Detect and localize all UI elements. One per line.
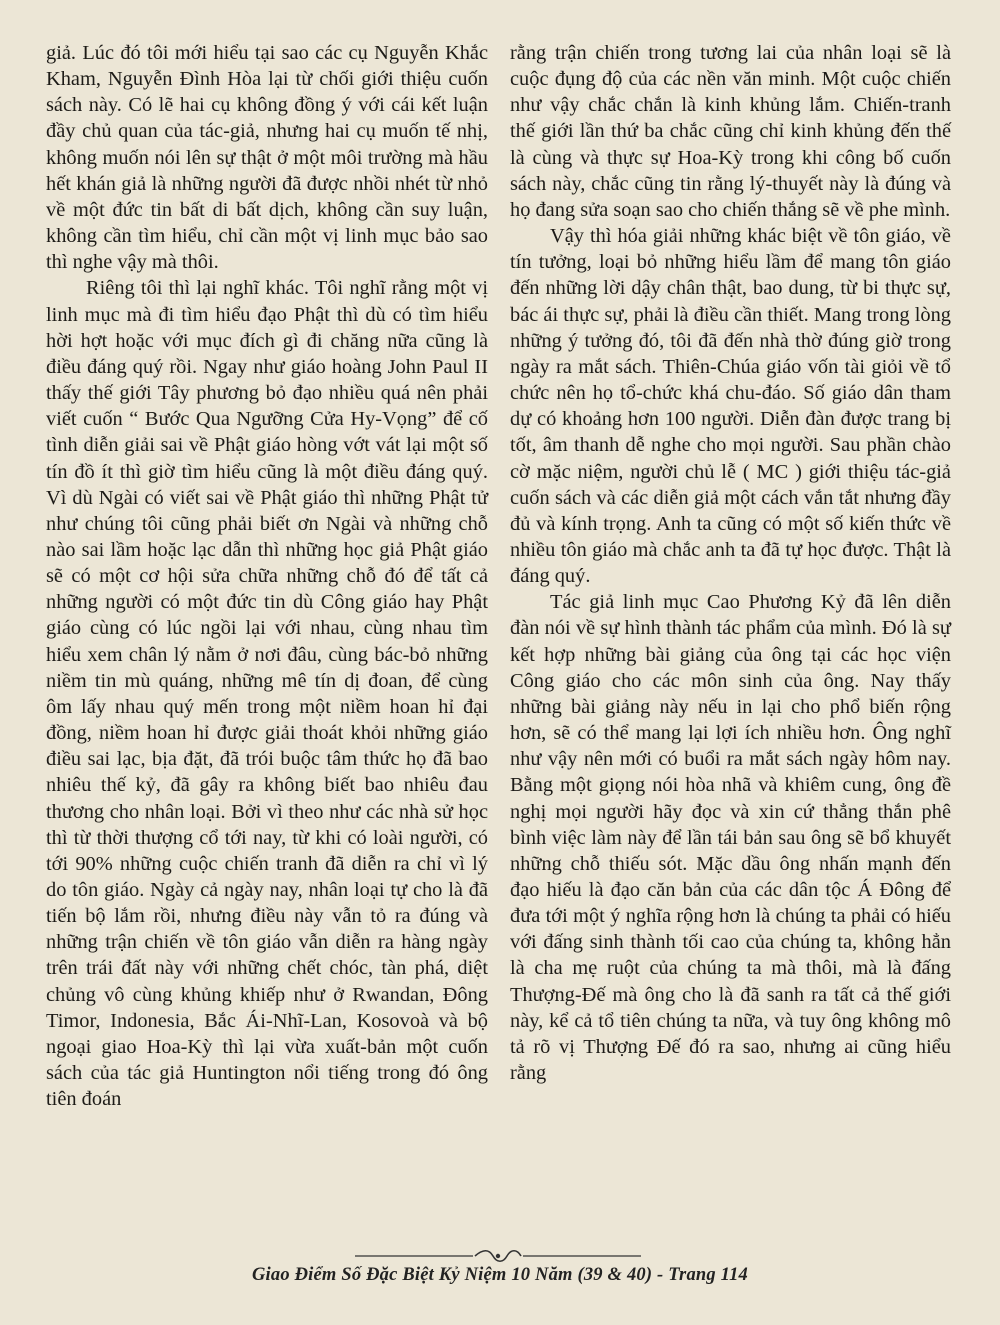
paragraph: rằng trận chiến trong tương lai của nhân loại sẽ là cuộc đụng độ của các nền văn minh. Một cuộc chiến như vậy chắc chắn là kinh khủng lắm. Chiến-tranh thế giới lần thứ ba chắc cũng chỉ kinh khủng đến thế là cùng và thực sự Hoa-Kỳ trong khi công bố cuốn sách này, chắc cũng tin rằng lý-thuyết này là đúng và họ đang sửa soạn sao cho chiến thắng sẽ về phe mình. [510,42,951,221]
divider-ornament [355,1248,641,1264]
right-column [510,40,951,1086]
left-column [46,40,488,1112]
paragraph: Vậy thì hóa giải những khác biệt về tôn giáo, về tín tưởng, loại bỏ những hiểu lầm để mang tôn giáo đến những lời dậy chân thật, bao dung, từ bi thực sự, bác ái thực sự, phải là điều cần thiết. Mang trong lòng những ý tưởng đó, tôi đã đến nhà thờ đúng giờ trong ngày ra mắt sách. Thiên-Chúa giáo vốn tài giỏi về tổ chức nên họ tổ-chức khá chu-đáo. Số giáo dân tham dự có khoảng hơn 100 người. Diễn đàn được trang bị tốt, âm thanh dễ nghe cho mọi người. Sau phần chào cờ mặc niệm, người chủ lễ ( MC ) giới thiệu tác-giả cuốn sách và các diễn giả một cách vắn tắt nhưng đầy đủ và kính trọng. Anh ta cũng có một số kiến thức về nhiều tôn giáo mà chắc anh ta đã tự học được. Thật là đáng quý. [510,225,951,588]
page-footer: Giao Điểm Số Đặc Biệt Kỷ Niệm 10 Năm (39 & 40) - Trang 114 [252,1265,748,1285]
paragraph: giả. Lúc đó tôi mới hiểu tại sao các cụ Nguyễn Khắc Kham, Nguyễn Đình Hòa lại từ chối giới thiệu cuốn sách này. Có lẽ hai cụ không đồng ý với cái kết luận đầy chủ quan của tác-giả, nhưng hai cụ muốn tế nhị, không muốn nói lên sự thật ở một môi trường mà hầu hết khán giả là những người đã được nhồi nhét từ nhỏ về một đức tin bất di bất dịch, không cần suy luận, không cần tìm hiểu, chỉ cần một vị linh mục bảo sao thì nghe vậy mà thôi. [46,42,488,274]
paragraph: Tác giả linh mục Cao Phương Kỷ đã lên diễn đàn nói về sự hình thành tác phẩm của mình. Đó là sự kết hợp những bài giảng của ông tại các học viện Công giáo cho các môn sinh của ông. Nay thấy những bài giảng này nếu in lại cho phổ biến rộng hơn, sẽ có thể mang lại lợi ích nhiều hơn. Ông nghĩ như vậy nên mới có buổi ra mắt sách ngày hôm nay. Bằng một giọng nói hòa nhã và khiêm cung, ông đề nghị mọi người hãy đọc và xin cứ thẳng thắn phê bình việc làm này để lần tái bản sau ông sẽ bổ khuyết những chỗ thiếu sót. Mặc dầu ông nhấn mạnh đến đạo hiếu là đạo căn bản của các dân tộc Á Đông để đưa tới một ý nghĩa rộng hơn là chúng ta phải có hiếu với đấng sinh thành tối cao của chúng ta, không hẳn là cha mẹ ruột của chúng ta mà thôi, mà là đấng Thượng-Đế mà ông cho là đã sanh ra tất cả thế giới này, kể cả tổ tiên chúng ta nữa, và tuy ông không mô tả rõ vị Thượng Đế đó ra sao, nhưng ai cũng hiểu rằng [510,591,951,1085]
paragraph: Riêng tôi thì lại nghĩ khác. Tôi nghĩ rằng một vị linh mục mà đi tìm hiểu đạo Phật thì dù có tìm hiểu hời hợt hoặc với mục đích gì đi chăng nữa cũng là điều đáng quý rồi. Ngay như giáo hoàng John Paul II thấy thế giới Tây phương bỏ đạo nhiều quá nên phải viết cuốn “ Bước Qua Ngưỡng Cửa Hy-Vọng” để cố tình diễn giải sai về Phật giáo hòng vớt vát lại một số tín đồ ít thì giờ tìm hiểu cũng là một điều đáng quý. Vì dù Ngài có viết sai về Phật giáo thì những Phật tử như chúng tôi cũng phải biết ơn Ngài và những chỗ nào sai lầm hoặc lạc dẫn thì những học giả Phật giáo sẽ có một cơ hội sửa chữa những chỗ đó để tất cả những người có một đức tin dù Công giáo hay Phật giáo cùng có lúc ngồi lại với nhau, cùng nhau tìm hiểu xem chân lý nằm ở nơi đâu, cùng bác-bỏ những niềm tin mù quáng, những mê tín dị đoan, để cùng ôm lấy nhau quý mến trong một niềm hoan hỉ đại đồng, niềm hoan hỉ được giải thoát khỏi những giáo điều sai lạc, bịa đặt, đã trói buộc tâm thức họ đã bao nhiêu thế kỷ, đã gây ra không biết bao nhiêu đau thương cho nhân loại. Bởi vì theo như các nhà sử học thì từ thời thượng cổ tới nay, từ khi có loài người, có tới 90% những cuộc chiến tranh đã diễn ra chỉ vì lý do tôn giáo. Ngày cả ngày nay, nhân loại tự cho là đã tiến bộ lắm rồi, nhưng điều này vẫn tỏ ra đúng và những trận chiến về tôn giáo vẫn diễn ra hàng ngày trên trái đất này với những chết chóc, tàn phá, diệt chủng vô cùng khủng khiếp như ở Rwandan, Đông Timor, Indonesia, Bắc Ái-Nhĩ-Lan, Kosovoà và bộ ngoại giao Hoa-Kỳ thì lại vừa xuất-bản một cuốn sách của tác giả Huntington nổi tiếng trong đó ông tiên đoán [46,277,488,1111]
